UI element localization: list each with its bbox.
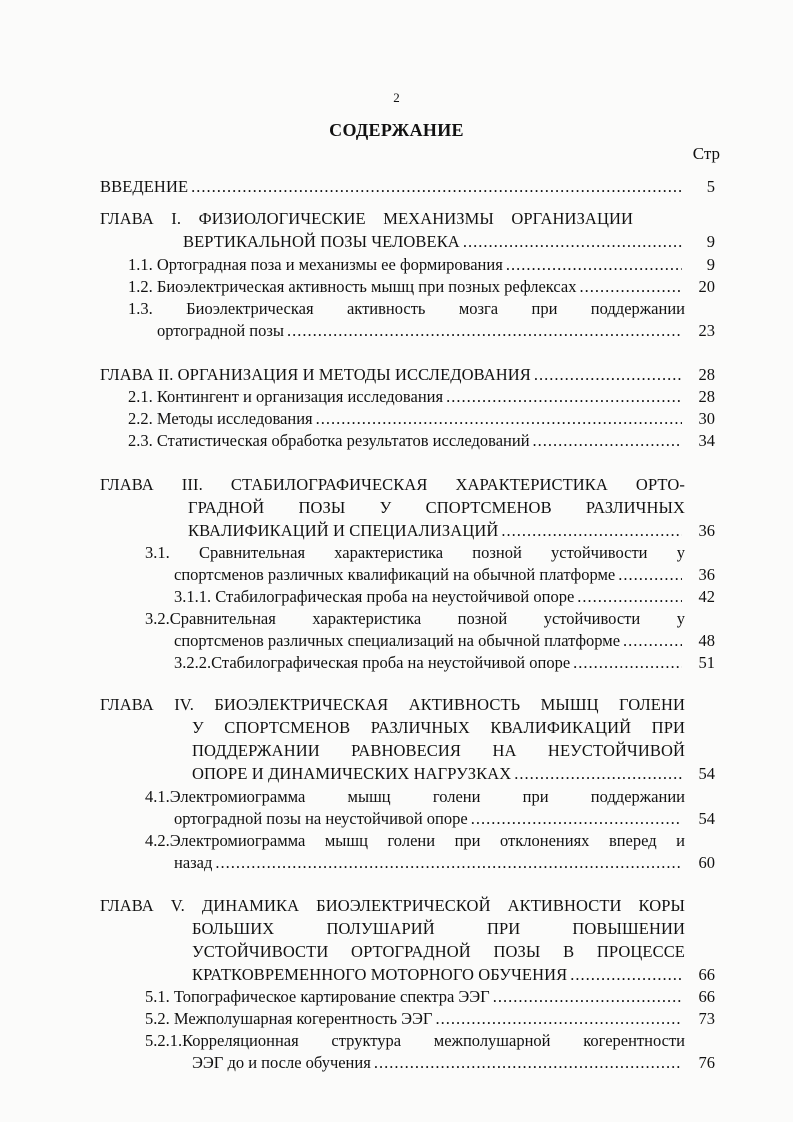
dot-leader <box>570 964 682 986</box>
dot-leader <box>316 408 682 430</box>
toc-entry-intro <box>100 176 715 198</box>
toc-page-number: 42 <box>698 587 715 606</box>
toc-section-1-3 <box>157 320 715 342</box>
toc-page-number: 34 <box>698 431 715 450</box>
toc-entry-text: 5.2. Межполушарная когерентность ЭЭГ <box>145 1009 433 1028</box>
toc-entry-text: ВВЕДЕНИЕ <box>100 177 189 196</box>
toc-chapter-1 <box>183 231 715 253</box>
toc-entry-text: назад <box>174 853 213 872</box>
dot-leader <box>501 520 682 542</box>
dot-leader <box>506 254 682 276</box>
toc-entry-text: 2.3. Статистическая обработка результатов исследований <box>128 431 530 450</box>
toc-page-number: 9 <box>706 255 715 274</box>
toc-section-5-2-1 <box>192 1052 715 1074</box>
toc-chapter-5-line1: ГЛАВА V. ДИНАМИКА БИОЭЛЕКТРИЧЕСКОЙ АКТИВНОСТИ КОРЫ <box>100 896 685 915</box>
dot-leader <box>446 386 682 408</box>
toc-section-3-1-line1: 3.1. Сравнительная характеристика позной устойчивости у <box>145 543 685 562</box>
toc-entry-text: 5.1. Топографическое картирование спектра ЭЭГ <box>145 987 490 1006</box>
toc-chapter-4 <box>192 763 715 785</box>
dot-leader <box>435 1008 682 1030</box>
toc-chapter-5-line2: БОЛЬШИХ ПОЛУШАРИЙ ПРИ ПОВЫШЕНИИ <box>192 919 685 938</box>
toc-section-1-3-line1: 1.3. Биоэлектрическая активность мозга при поддержании <box>128 299 685 318</box>
dot-leader <box>471 808 682 830</box>
toc-section-4-2 <box>174 852 715 874</box>
toc-page-number: 36 <box>698 521 715 540</box>
toc-entry-text: КРАТКОВРЕМЕННОГО МОТОРНОГО ОБУЧЕНИЯ <box>192 965 568 984</box>
dot-leader <box>573 652 682 674</box>
toc-entry-text: КВАЛИФИКАЦИЙ И СПЕЦИАЛИЗАЦИЙ <box>188 521 499 540</box>
dot-leader <box>579 276 682 298</box>
toc-entry-text: ортоградной позы на неустойчивой опоре <box>174 809 468 828</box>
toc-page-number: 54 <box>698 809 715 828</box>
toc-entry-text: ВЕРТИКАЛЬНОЙ ПОЗЫ ЧЕЛОВЕКА <box>183 232 460 251</box>
toc-page-number: 5 <box>706 177 715 196</box>
toc-page-number: 23 <box>698 321 715 340</box>
toc-page-number: 48 <box>698 631 715 650</box>
dot-leader <box>215 852 682 874</box>
toc-chapter-3 <box>188 520 715 542</box>
toc-page-number: 20 <box>698 277 715 296</box>
toc-page-number: 60 <box>698 853 715 872</box>
dot-leader <box>374 1052 682 1074</box>
toc-chapter-5-line3: УСТОЙЧИВОСТИ ОРТОГРАДНОЙ ПОЗЫ В ПРОЦЕССЕ <box>192 942 685 961</box>
toc-section-1-2 <box>128 276 715 298</box>
toc-page-number: 30 <box>698 409 715 428</box>
toc-section-4-2-line1: 4.2.Электромиограмма мышц голени при отклонениях вперед и <box>145 831 685 850</box>
toc-entry-text: спортсменов различных специализаций на обычной платформе <box>174 631 621 650</box>
toc-page-number: 76 <box>698 1053 715 1072</box>
toc-page-number: 36 <box>698 565 715 584</box>
page-number: 2 <box>393 90 400 105</box>
toc-page-number: 51 <box>698 653 715 672</box>
toc-page-number: 28 <box>698 387 715 406</box>
toc-section-1-1 <box>128 254 715 276</box>
toc-entry-text: 2.2. Методы исследования <box>128 409 313 428</box>
toc-page-number: 28 <box>698 365 715 384</box>
toc-section-2-2 <box>128 408 715 430</box>
dot-leader <box>533 430 682 452</box>
toc-page-number: 9 <box>706 232 715 251</box>
toc-chapter-4-line2: У СПОРТСМЕНОВ РАЗЛИЧНЫХ КВАЛИФИКАЦИЙ ПРИ <box>192 718 685 737</box>
page-column-header: Стр <box>692 144 720 163</box>
dot-leader <box>191 176 682 198</box>
toc-entry-text: 1.1. Ортоградная поза и механизмы ее формирования <box>128 255 503 274</box>
toc-section-2-3 <box>128 430 715 452</box>
toc-chapter-5 <box>192 964 715 986</box>
toc-section-3-2-line1: 3.2.Сравнительная характеристика позной устойчивости у <box>145 609 685 628</box>
toc-section-4-1 <box>174 808 715 830</box>
toc-section-3-2 <box>174 630 715 652</box>
toc-section-3-1-1 <box>174 586 715 608</box>
toc-section-3-1 <box>174 564 715 586</box>
dot-leader <box>577 586 682 608</box>
toc-section-5-1 <box>145 986 715 1008</box>
toc-entry-text: ОПОРЕ И ДИНАМИЧЕСКИХ НАГРУЗКАХ <box>192 764 512 783</box>
toc-section-3-2-2 <box>174 652 715 674</box>
toc-section-4-1-line1: 4.1.Электромиограмма мышц голени при поддержании <box>145 787 685 806</box>
toc-chapter-3-line1: ГЛАВА III. СТАБИЛОГРАФИЧЕСКАЯ ХАРАКТЕРИСТИКА ОРТО- <box>100 475 685 494</box>
dot-leader <box>534 364 682 386</box>
dot-leader <box>618 564 682 586</box>
toc-chapter-4-line3: ПОДДЕРЖАНИИ РАВНОВЕСИЯ НА НЕУСТОЙЧИВОЙ <box>192 741 685 760</box>
dot-leader <box>623 630 682 652</box>
toc-entry-text: 3.1.1. Стабилографическая проба на неустойчивой опоре <box>174 587 575 606</box>
toc-chapter-3-line2: ГРАДНОЙ ПОЗЫ У СПОРТСМЕНОВ РАЗЛИЧНЫХ <box>188 498 685 517</box>
toc-chapter-1-line1: ГЛАВА I. ФИЗИОЛОГИЧЕСКИЕ МЕХАНИЗМЫ ОРГАНИЗАЦИИ <box>100 209 633 228</box>
toc-section-5-2 <box>145 1008 715 1030</box>
toc-page-number: 73 <box>698 1009 715 1028</box>
toc-entry-text: 3.2.2.Стабилографическая проба на неустойчивой опоре <box>174 653 571 672</box>
toc-entry-text: спортсменов различных квалификаций на обычной платформе <box>174 565 616 584</box>
toc-entry-text: ЭЭГ до и после обучения <box>192 1053 371 1072</box>
page-title: СОДЕРЖАНИЕ <box>329 120 464 140</box>
toc-page-number: 54 <box>698 764 715 783</box>
toc-page-number: 66 <box>698 987 715 1006</box>
dot-leader <box>463 231 682 253</box>
toc-section-5-2-1-line1: 5.2.1.Корреляционная структура межполушарной когерентности <box>145 1031 685 1050</box>
toc-section-2-1 <box>128 386 715 408</box>
dot-leader <box>287 320 682 342</box>
toc-chapter-2 <box>100 364 715 386</box>
toc-entry-text: ортоградной позы <box>157 321 284 340</box>
toc-entry-text: 2.1. Контингент и организация исследования <box>128 387 444 406</box>
dot-leader <box>514 763 682 785</box>
toc-entry-text: ГЛАВА II. ОРГАНИЗАЦИЯ И МЕТОДЫ ИССЛЕДОВАНИЯ <box>100 365 531 384</box>
toc-chapter-4-line1: ГЛАВА IV. БИОЭЛЕКТРИЧЕСКАЯ АКТИВНОСТЬ МЫШЦ ГОЛЕНИ <box>100 695 685 714</box>
toc-page-number: 66 <box>698 965 715 984</box>
toc-entry-text: 1.2. Биоэлектрическая активность мышц при позных рефлексах <box>128 277 577 296</box>
dot-leader <box>493 986 682 1008</box>
